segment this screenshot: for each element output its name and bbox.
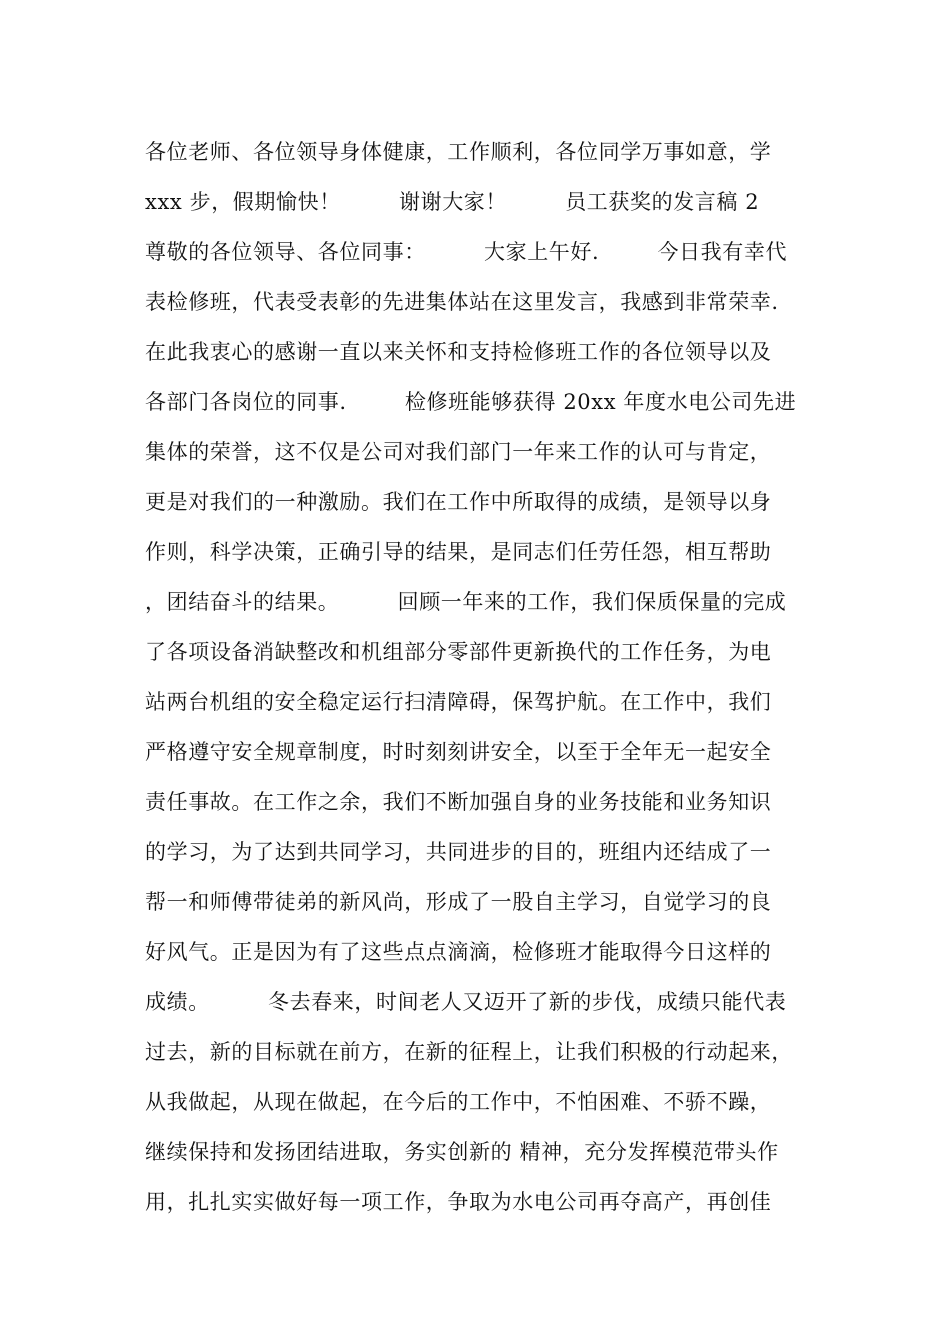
speech-text-body — [145, 132, 825, 1232]
text-line: 站两台机组的安全稳定运行扫清障碍，保驾护航。在工作中，我们 — [145, 690, 772, 714]
text-line: 帮一和师傅带徒弟的新风尚，形成了一股自主学习，自觉学习的良 — [145, 890, 772, 914]
text-line: xxx 步，假期愉快！ 谢谢大家！ 员工获奖的发言稿 2 — [145, 190, 760, 214]
text-line: 作则，科学决策，正确引导的结果，是同志们任劳任怨，相互帮助 — [145, 540, 772, 564]
text-line: 好风气。正是因为有了这些点点滴滴，检修班才能取得今日这样的 — [145, 940, 772, 964]
text-line: 各位老师、各位领导身体健康，工作顺利，各位同学万事如意，学 — [145, 140, 772, 164]
text-line: 成绩。 冬去春来，时间老人又迈开了新的步伐，成绩只能代表 — [145, 990, 787, 1014]
text-line: ，团结奋斗的结果。 回顾一年来的工作，我们保质保量的完成 — [145, 590, 787, 614]
text-line: 在此我衷心的感谢一直以来关怀和支持检修班工作的各位领导以及 — [145, 340, 772, 364]
text-line: 集体的荣誉，这不仅是公司对我们部门一年来工作的认可与肯定， — [145, 440, 772, 464]
text-line: 过去，新的目标就在前方，在新的征程上，让我们积极的行动起来， — [145, 1040, 793, 1064]
text-line: 严格遵守安全规章制度，时时刻刻讲安全，以至于全年无一起安全 — [145, 740, 772, 764]
text-line: 责任事故。在工作之余，我们不断加强自身的业务技能和业务知识 — [145, 790, 772, 814]
text-line: 尊敬的各位领导、各位同事： 大家上午好. 今日我有幸代 — [145, 240, 788, 264]
text-line: 的学习，为了达到共同学习，共同进步的目的，班组内还结成了一 — [145, 840, 772, 864]
text-line: 各部门各岗位的同事. 检修班能够获得 20xx 年度水电公司先进 — [145, 390, 797, 414]
text-line: 表检修班，代表受表彰的先进集体站在这里发言，我感到非常荣幸. — [145, 290, 779, 314]
text-line: 更是对我们的一种激励。我们在工作中所取得的成绩，是领导以身 — [145, 490, 772, 514]
text-line: 了各项设备消缺整改和机组部分零部件更新换代的工作任务，为电 — [145, 640, 772, 664]
text-line: 从我做起，从现在做起，在今后的工作中，不怕困难、不骄不躁， — [145, 1090, 772, 1114]
text-line: 继续保持和发扬团结进取，务实创新的 精神，充分发挥模范带头作 — [145, 1140, 779, 1164]
text-line: 用，扎扎实实做好每一项工作，争取为水电公司再夺高产，再创佳 — [145, 1190, 772, 1214]
